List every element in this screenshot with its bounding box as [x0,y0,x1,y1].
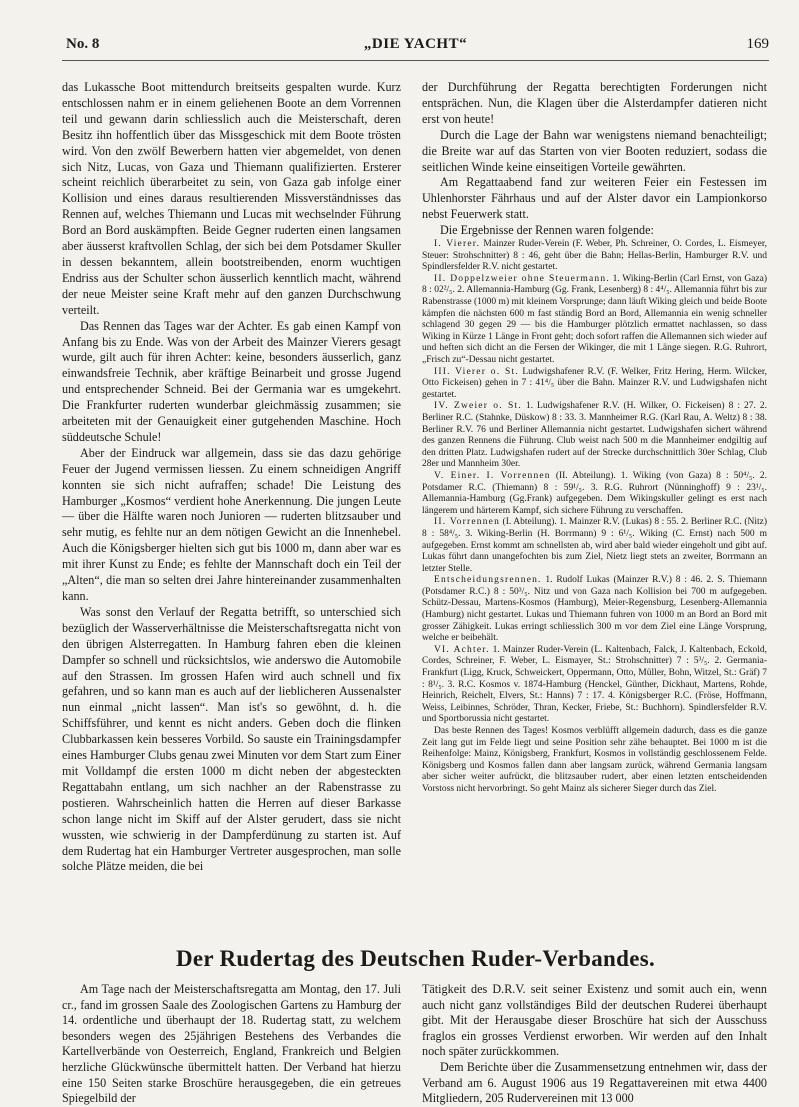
right-column [422,80,767,796]
paragraph: Am Regattaabend fand zur weiteren Feier ein Festessen im Uhlenhorster Fährhaus und auf der Alster davor ein Lampionkorso nebst Feuerwerk statt. [422,175,767,222]
result-entry [422,645,767,726]
race-text: 1. Wiking-Berlin (Carl Ernst, von Gaza) 8 : 02²/₅. 2. Allemannia-Hamburg (Gg. Frank, Lesenberg) 8 : 4⁴/₅. Allemannia führt bis zur Rabenstrasse (1000 m) mit kleinem Vorsprunge; dann läuft Wiking gleich und beide Boote kämpfen die nächsten 600 m fast ständig Bord an Bord, Allemannia ein wenig schneller schlagend 30 gegen 29 — bis die Hamburger plötzlich ermattet nachlassen, so dass Wiking in Kürze 1 Länge in Front geht; doch sofort raffen die Allemannen sich wieder auf und heften sich dicht an die Fersen der Wikinger, die mit 1 Länge siegen. R.G. Ruhrort, „Frisch zu“-Dessau nicht gestartet. [422,273,767,365]
issue-number: No. 8 [66,36,100,52]
paragraph: Dem Berichte über die Zusammensetzung entnehmen wir, dass der Verband am 6. August 1906 aus 19 Regattavereinen mit etwa 4400 Mitgliedern, 205 Rudervereinen mit 13 000 [422,1059,767,1106]
result-entry [422,575,767,645]
race-text: 1. Ludwigshafener R.V. (H. Wilker, O. Fickeisen) 8 : 27. 2. Berliner R.C. (Stahnke, Düskow) 8 : 33. 3. Mannheimer R.G. (Karl Rau, A. Weltz) 8 : 38. Berliner R.V. 76 und Berliner Allemannia nicht gestartet. Ludwigshafen sichert während des ganzen Rennens die Führung. Club weist nach 500 m die Mannheimer endgiltig auf den dritten Platz. Ludwigshafen rudert auf der Strecke durchschnittlich 30er Schlag, Club 28er und Mannheim 30er. [422,401,767,470]
paragraph: Aber der Eindruck war allgemein, dass sie das dazu gehörige Feuer der Jugend vermissen liessen. Zu einem schneidigen Angriff konnten sie sich nicht aufraffen; schade! Die Leistung des Hamburger „Kosmos“ verdient hohe Anerkennung. Die jungen Leute — über die Hälfte waren noch Junioren — ruderten blitzsauber und sehr mutig, es fehlte nur an dem nötigen Gewicht an die Innenhebel. Auch die Königsberger hielten sich gut bis 1000 m, dann aber war es mit ihrer Kunst zu Ende; es fehlte der Mannschaft doch ein Teil der „Alten“, die man so selten drei Jahre hintereinander zusammenhalten kann. [62,445,401,603]
page-header [62,36,769,58]
paragraph: der Durchführung der Regatta berechtigten Forderungen nicht entsprächen. Nun, die Klagen über die Alsterdampfer datieren nicht erst von heute! [422,80,767,126]
race-heading: II. Vorrennen [434,517,501,528]
paragraph: Das Rennen das Tages war der Achter. Es gab einen Kampf von Anfang bis zu Ende. Was von der Arbeit des Mainzer Vierers gesagt wurde, gilt auch für ihren Achter: keine, besonders äusserlich, ganz einwandsfreie Technik, aber kräftige Beinarbeit und grosse Jugend und entsprechender Schneid. Bei der Germania war es umgekehrt. Die Frankfurter ruderten wunderbar gleichmässig zusammen; sie arbeiteten mit der Genauigkeit einer gutgehenden Maschine. Hoch süddeutsche Schule! [62,318,401,444]
result-entry [422,401,767,471]
race-text: 1. Rudolf Lukas (Mainzer R.V.) 8 : 46. 2. S. Thiemann (Potsdamer R.C.) 8 : 50³/₅. Nitz und von Gaza nach Kollision bei 700 m aufgegeben. Schütz-Dessau, Martens-Kosmos (Hamburg), Meier-Regensburg, Lesenberg-Allemannia (Hamburg) nicht gestartet. Lukas und Thiemann fuhren von 1000 m an Bord an Bord mit grosser Zähigkeit. Lukas erringt schliesslich 300 m vor dem Ziel eine Länge Vorsprung, welche er beibehält. [422,575,767,644]
race-text: Mainzer Ruder-Verein (F. Weber, Ph. Schreiner, O. Cordes, L. Eismeyer, Steuer: Strohschnitter) 8 : 46, geht über die Bahn; Hellas-Berlin, Hamburger R.V. und Spindlersfelder R.V. nicht gestartet. [422,239,767,273]
paragraph: Am Tage nach der Meisterschaftsregatta am Montag, den 17. Juli cr., fand im grossen Saale des Zoologischen Gartens zu Hamburg der 14. ordentliche und überhaupt der 18. Rudertag statt, zu welchem besonders wegen des 25jährigen Bestehens des Verbandes die Kartellverbände von Oesterreich, England, Frankreich und Belgien herzliche Glückwünsche übermittelt hatten. Der Verband hat hierzu eine 150 Seiten starke Broschüre herausgegeben, die ein getreues Spiegelbild der [62,982,401,1106]
result-entry [422,517,767,575]
left-column [62,80,401,875]
race-heading: IV. Zweier o. St. [434,401,522,412]
journal-title: „DIE YACHT“ [363,36,468,52]
race-heading: I. Vierer. [434,239,481,250]
race-text: (I. Abteilung). 1. Mainzer R.V. (Lukas) 8 : 55. 2. Berliner R.C. (Nitz) 8 : 58⁴/₅. 3. Wiking-Berlin (H. Borrmann) 9 : 6¹/₅. Wiking (C. Ernst) nach 500 m aufgegeben. Ernst kommt am schnellsten ab, wird aber bald wieder eingeholt und gibt auf. Lukas führt dann unangefochten bis zum Ziel, Nietz liegt stets an zweiter, Borrmann an letzter Stelle. [422,517,768,574]
paragraph: Die Ergebnisse der Rennen waren folgende: [440,223,654,238]
article-right-column [422,982,767,1107]
result-entry [422,471,767,517]
paragraph: das Lukassche Boot mittendurch breitseits gespalten wurde. Kurz entschlossen nahm er in einem geliehenen Boote an dem Vorrennen teil und gewann darin schliesslich auch die Meisterschaft, deren Besitz ihn hoffentlich über das Missgeschick mit dem Boote trösten wird. Von den zwölf Bewerbern hatten vier abgemeldet, von denen sich Nitz, Lucas, von Gaza und Thiemann qualifizierten. Ersterer scheint reichlich überarbeitet zu sein, von Gaza gab infolge einer Kollision und eines daraus resultierenden Missverständnisses das Rennen auf, welches Thiemann und Lucas mit wechselnder Führung Bord an Bord auskämpften. Beide Gegner ruderten einen langsamen aber äusserst kraftvollen Schlag, der sich bei dem Potsdamer Skuller in dessen bekanntem, allein bootstreibenden, enorm wuchtigen Endriss aus der Schulter schon äusserlich kenntlich macht, während der neue Meister seine Kraft mehr auf den ganzen Durchschwung verteilt. [62,80,401,317]
paragraph: Tätigkeit des D.R.V. seit seiner Existenz und somit auch ein, wenn auch nicht ganz vollständiges Bild der deutschen Ruderei überhaupt gibt. Mit der Herausgabe dieser Broschüre hat sich der Ausschuss fraglos ein grosses Verdienst erworben. Wir werden auf den Inhalt noch später zurückkommen. [422,982,767,1059]
race-heading: VI. Achter. [434,644,490,655]
article-left-column [62,982,401,1107]
paragraph: Was sonst den Verlauf der Regatta betrifft, so unterschied sich bezüglich der Wasserverhältnisse die Meisterschaftsregatta nicht von den übrigen Alsterregatten. In Hamburg fahren eben die kleinen Dampfer so schnell und rücksichtslos, wie anderswo die Automobile auf den Strassen. Im grossen Hafen wird auch schnell und fix gefahren, und so kann man es auch auf der lieblicheren Aussenalster nun einmal „nicht lassen“. Man ist's so gewöhnt, d. h. die Schiffsführer, und kennt es nicht anders. Geben doch die flinken Clubbarkassen kein besseres Vorbild. So sauste ein Trainingsdampfer eines Hamburger Clubs genau zwei Minuten vor dem Start zum Einer mit Volldampf die ersten 1000 m dicht neben der abgesteckten Regattabahn entlang, um sich nachher an der Rabenstrasse zu postieren. Wahrscheinlich hatten die Herren auf dieser Barkasse schon lange nicht im Skiff auf der Alster gerudert, dass sie nicht wussten, wie schwierig in der Dampferdünung zu starten ist. Auf dem Rudertag hat ein Hamburger Vertreter ausgesprochen, man solle solche Plätze meiden, die bei [62,604,401,874]
paragraph: Durch die Lage der Bahn war wenigstens niemand benachteiligt; die Breite war auf das Starten von vier Booten reduziert, sodass die seitlichen Winde keine einseitigen Vorteile gewährten. [422,127,767,174]
race-text: Ludwigshafener R.V. (F. Welker, Fritz Hering, Herm. Wilcker, Otto Fickeisen) gehen in 7 : 41⁴/₅ über die Bahn. Mainzer R.V. und Ludwigshafen nicht gestartet. [422,366,767,400]
race-text: 1. Mainzer Ruder-Verein (L. Kaltenbach, Falck, J. Kaltenbach, Eckold, Cordes, Schreiner, F. Weber, L. Eismayer, St.: Strohschnitter) 7 : 5³/₅. 2. Germania-Frankfurt (Ligg, Kruck, Schweickert, Oppermann, Otto, Müller, Bohn, Witzel, St.: Gräf) 7 : 8¹/₅. 3. R.C. Kosmos v. 1874-Hamburg (Henckel, Günther, Dickhaut, Martens, Rohde, Heinrich, Reichelt, Elvers, St.: Hanns) 7 : 17. 4. Königsberger R.C. (Fröse, Hoffmann, Weiss, Leibinnes, Schröder, Thran, Kecker, Friebe, St.: Buchhorn). Spindlersfelder R.V. und Sportborussia nicht gestartet. [422,644,767,725]
page-number: 169 [746,36,769,52]
race-heading: V. Einer. I. Vorrennen [434,470,551,481]
race-results [422,239,767,796]
header-rule [62,60,769,61]
result-entry [422,367,767,402]
race-text: (II. Abteilung). 1. Wiking (von Gaza) 8 : 50⁴/₅. 2. Potsdamer R.C. (Thiemann) 8 : 59¹/₅. 3. R.G. Ruhrort (Nünninghoff) 9 : 23¹/₅. Allemannia-Hamburg (Gg.Frank) aufgegeben. Dem Wikingskuller gelingt es erst nach längerem und härterem Kampf, sich sichere Führung zu verschaffen. [422,470,767,516]
race-heading: III. Vierer o. St. [434,366,519,377]
race-heading: Entscheidungsrennen. [434,575,542,586]
race-text: Das beste Rennen des Tages! Kosmos verblüfft allgemein dadurch, dass es die ganze Zeit lang gut im Felde liegt und seine Position sehr zähe behauptet. Bei 1000 m ist die Reihenfolge: Mainz, Königsberg, Frankfurt, Kosmos in vollständig geschlossenem Felde. Königsberg und Kosmos fallen dann aber langsam zurück, während Germania langsam aber sicher weiter aufrückt, die blitzsauber rudert, aber einen letzten entscheidenden Vorstoss nicht hervorbringt. So geht Mainz als sicherer Sieger durch das Ziel. [422,726,767,794]
race-heading: II. Doppelzweier ohne Steuermann. [434,273,610,284]
result-entry [422,239,767,274]
result-entry [422,726,767,796]
result-entry [422,274,767,367]
article-title: Der Rudertag des Deutschen Ruder-Verbandes. [175,946,656,971]
